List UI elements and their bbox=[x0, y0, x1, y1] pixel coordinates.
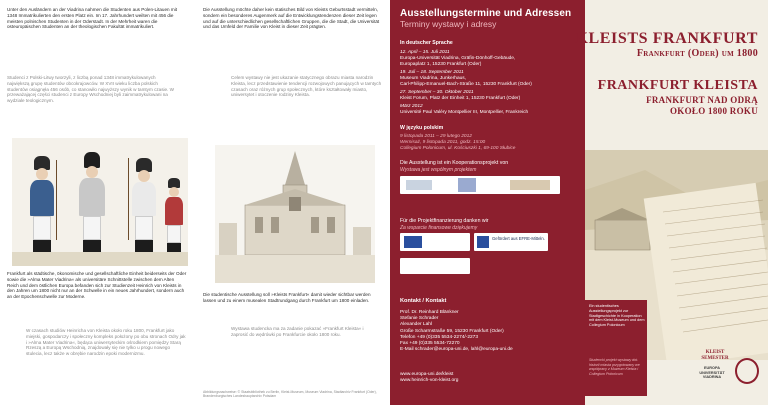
entry-2 bbox=[400, 70, 580, 88]
web-links bbox=[400, 372, 580, 384]
efre-label: Gefördert aus EFRE-Mitteln. bbox=[492, 236, 545, 241]
viadrina-wordmark bbox=[693, 366, 731, 380]
tour-text-de: Die studentische Ausstellung soll »Kleists Frankfurt« damit wieder sichtbar werden lassen und zu einem musealen Stadtrundgang durch Frankfurt um 1800 einladen. bbox=[203, 292, 371, 303]
pl-entry-line-1: 9 listopada 2011 – 29 lutego 2012 bbox=[400, 134, 472, 139]
tour-text-pl: Wystawa studencka ma za zadanie pokazać »Frankfurt Kleista« i zaprosić do wędrówki po Frankfurcie około 1800 roku. bbox=[231, 326, 364, 337]
sponsor-logos bbox=[400, 258, 470, 274]
entry-2-line-2: Carl-Philipp-Emanuel-Bach-Straße 11, 15230 Frankfurt (Oder) bbox=[400, 82, 532, 87]
pl-entry-line-2: Wernisaż, 9 listopada 2011, godz. 15:00 bbox=[400, 140, 486, 145]
entry-1-line-2: Europaplatz 1, 15230 Frankfurt (Oder) bbox=[400, 62, 482, 67]
funding-label-pl: Za wsparcie finansowe dziękujemy bbox=[400, 225, 478, 231]
church-drawing bbox=[215, 145, 375, 283]
contact-email[interactable]: E-Mail schrader@europa-uni.de, lahl@europa-uni.de bbox=[400, 347, 513, 353]
subtitle-pl-1: FRANKFURT NAD ODRĄ bbox=[646, 95, 758, 105]
soldiers-illustration bbox=[12, 138, 188, 266]
pl-entry-line-3: Collegium Polonicum, ul. Kościuszki 1, 69-100 Słubice bbox=[400, 146, 516, 151]
uni-line-2: UNIVERSITÄT bbox=[699, 370, 725, 375]
museum-logo bbox=[510, 180, 550, 190]
context-text-de: Frankfurt als städtische, ökonomische und gesellschaftliche Einheit beiderseits der Oder sowie die »Alma Mater Viadrina« als universitäre Schnittstelle zwischen dem Alten Reich und dem östlichen Europa befanden sich zur Studienzeit Heinrich von Kleists in den Jahren um 1800 nicht nur an der Schwelle in ein neues Jahrhundert, sondern auch an der Epochenschwelle zur Moderne. bbox=[7, 271, 187, 300]
title-de: KLEISTS FRANKFURT bbox=[575, 30, 758, 47]
efre-logo bbox=[474, 233, 548, 251]
info-text-pl: Studencki projekt wystawy dot. historii miasta przygotowany we współpracy z Muzeum Kleista i Collegium Polonicum bbox=[589, 358, 640, 376]
dates-heading-pl: Terminy wystawy i adresy bbox=[400, 19, 497, 29]
web-link-uni[interactable]: www.europa-uni.de/kleist bbox=[400, 372, 454, 377]
uni-line-3: VIADRINA bbox=[702, 375, 722, 380]
lang-pl-label: W języku polskim bbox=[400, 125, 444, 131]
k-s-emblem-icon bbox=[735, 358, 759, 384]
eu-funding-logo bbox=[400, 233, 470, 251]
image-credits: Abbildungsnachweise: © Staatsbibliothek zu Berlin, Kleist-Museum, Museum Viadrina, Stadtarchiv Frankfurt (Oder), Brandenburgisches Landeshauptarchiv Potsdam bbox=[203, 390, 377, 399]
entry-2-date: 19. Juli – 18. September 2011 bbox=[400, 70, 464, 75]
subtitle-pl-2: OKOŁO 1800 ROKU bbox=[669, 106, 758, 116]
panel-cover bbox=[575, 0, 768, 405]
entry-3 bbox=[400, 90, 580, 102]
dates-heading-de: Ausstellungstermine und Adressen bbox=[400, 8, 572, 19]
kleist-logo bbox=[458, 178, 476, 192]
concept-text-de: Die Ausstellung möchte daher kein statisches Bild von Kleists Geburtsstadt vermitteln, sondern ein besonderes Augenmerk auf die Entwicklungstendenzen dieser Zeit legen und auf die unterschiedlichen gesellschaftlichen Gruppen, die die Stadt, die Universität und das Umfeld der Familie von Kleist in dieser Zeit prägten. bbox=[203, 7, 380, 30]
contact-heading: Kontakt / Kontakt bbox=[400, 298, 447, 304]
panel-concept bbox=[195, 0, 390, 405]
entry-1 bbox=[400, 50, 580, 68]
pl-entry bbox=[400, 134, 580, 152]
info-text-de: Ein studentisches Ausstellungsprojekt zur Stadtgeschichte in Kooperation mit dem Kleist-Museum und dem Collegium Polonicum bbox=[589, 304, 645, 328]
panel-dates bbox=[390, 0, 585, 405]
contact-block bbox=[400, 310, 580, 353]
info-sidebar bbox=[585, 300, 647, 396]
context-text-pl: W czasach studiów Heinricha von Kleista około roku 1800, Frankfurt jako miejski, gospodarczy i społeczny kompleks położony po obu stronach Odry jak i »Alma Mater Viadrina«, będąca uniwersyteckim ośrodkiem pomiędzy Starą Rzeszą a Europą Wschodnią, znajdowały się nie tylko u progu nowego stulecia, lecz także w obrębie narodzin epoki modernizmu. bbox=[26, 328, 186, 357]
coop-label-de: Die Ausstellung ist ein Kooperationsprojekt von bbox=[400, 160, 509, 166]
contact-line: Prof. Dr. Reinhard Blänkner bbox=[400, 310, 459, 315]
contact-line: Stefanie Schrader bbox=[400, 316, 439, 322]
subtitle-de: Frankfurt (Oder) um 1800 bbox=[636, 48, 758, 59]
funding-label-de: Für die Projektfinanzierung danken wir bbox=[400, 218, 489, 224]
efre-flag-icon bbox=[477, 236, 489, 248]
entry-4-line-1: Université Paul Valéry Montpellier III, Montpellier, Frankreich bbox=[400, 110, 529, 115]
concept-text-pl: Celem wystawy nie jest ukazanie statycznego obrazu miasta narodzin Kleista, lecz przedstawienie tendencji rozwojowych panujących w tamtych czasach oraz różnych grup społecznych, które kształtowały miasto, uniwersytet i otoczenie rodziny Kleista. bbox=[231, 75, 382, 98]
contact-line: Große Scharrnstraße 59, 15230 Frankfurt (Oder) bbox=[400, 328, 504, 334]
church-engraving bbox=[215, 145, 375, 283]
contact-line: Fax +49 (0)335 5534-72270 bbox=[400, 341, 460, 347]
contact-line: Alexander Lahl bbox=[400, 322, 433, 328]
panel-history bbox=[0, 0, 195, 405]
eu-flag-icon bbox=[404, 236, 422, 248]
logo-line-2: SEMESTER bbox=[701, 355, 729, 361]
entry-1-line-1: Europa-Universität Viadrina, Gräfin-Dönhoff-Gebäude, bbox=[400, 56, 516, 61]
coop-label-pl: Wystawa jest wspólnym projektem bbox=[400, 167, 477, 173]
intro-text-de: Unter den Ausländern an der Viadrina nahmen die Studenten aus Polen-Litauen mit 1348 Immatrikulierten den ersten Platz ein. Im 17. Jahrhundert weilten mit 456 die meisten polnischen Studenten in der Oderstadt. In der Mehrheit waren die osteuropäischen Studenten an der theologischen Fakultät immatrikuliert. bbox=[7, 7, 177, 30]
viadrina-logo bbox=[406, 180, 432, 190]
web-link-kleist[interactable]: www.heinrich-von-kleist.org bbox=[400, 378, 459, 384]
entry-1-date: 12. April – 15. Juli 2011 bbox=[400, 50, 450, 55]
entry-4-date: März 2012 bbox=[400, 104, 423, 109]
logo-line-1: KLEIST bbox=[705, 350, 725, 355]
lang-de-label: In deutscher Sprache bbox=[400, 40, 453, 46]
entry-2-line-1: Museum Viadrina, Junkerhaus, bbox=[400, 76, 467, 81]
title-pl: FRANKFURT KLEISTA bbox=[597, 78, 758, 93]
contact-line: Telefon +49 (0)335 5534-2274/-2273 bbox=[400, 334, 479, 340]
uni-line-1: EUROPA bbox=[704, 366, 720, 370]
entry-4 bbox=[400, 104, 580, 116]
entry-3-line-1: Kleist Forum, Platz der Einheit 1, 15230 Frankfurt (Oder) bbox=[400, 96, 521, 101]
intro-text-pl: Studenci z Polski-Litwy tworzyli, z liczbą ponad 1348 immatrykulowanych największą grupę studentów obcokrajowców. W XVII wieku liczba polskich studentów osiągnęła 456 osób, co stanowiło najwyższy wynik w tamtym czasie. W przeważającej części studenci z Europy Wschodniej byli zaimmatrykulowani na wydziale teologicznym. bbox=[7, 75, 174, 104]
partner-logos bbox=[400, 176, 560, 194]
kleist-semester-logo bbox=[695, 350, 735, 361]
entry-3-date: 27. September – 30. Oktober 2011 bbox=[400, 90, 474, 95]
